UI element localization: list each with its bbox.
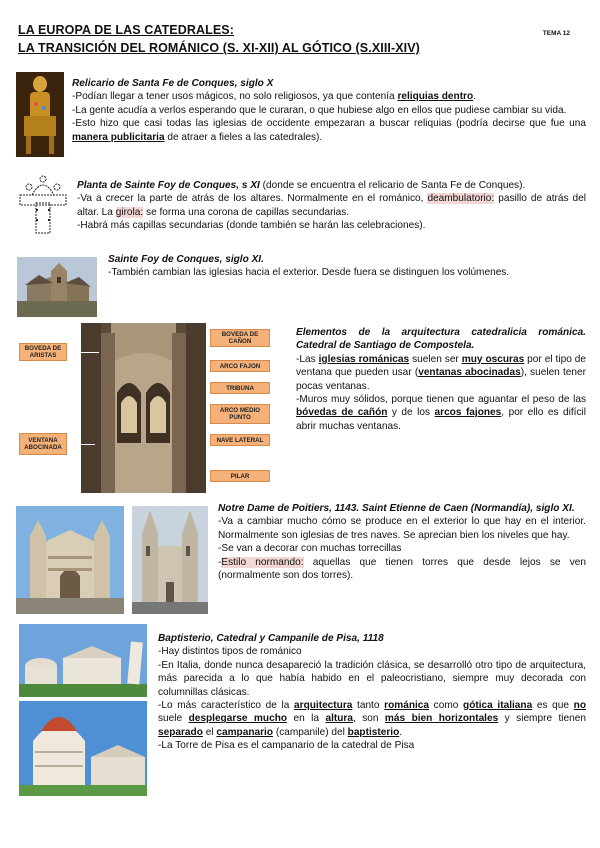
label-arco-fajon: ARCO FAJON bbox=[210, 360, 270, 372]
santiago-line-1: -Las iglesias románicas suelen ser muy oscuras por el tipo de ventana que pueden usar (ventanas abocinadas), suelen tener pocas ventanas. bbox=[296, 353, 586, 392]
pisa-complex-icon bbox=[19, 624, 147, 697]
term-estilo-normando: Estilo normando: bbox=[221, 556, 304, 568]
reliquary-image bbox=[16, 72, 64, 157]
term-iglesias-romanicas: iglesias románicas bbox=[318, 353, 410, 365]
facade-poitiers-icon bbox=[16, 506, 124, 614]
planta-line-1: -Va a crecer la parte de atrás de los altares. Normalmente en el románico, deambulatorio: pasillo de atrás del altar. La girola: se forma una corona de capillas secundarias. bbox=[77, 193, 586, 218]
planta-heading: Planta de Sainte Foy de Conques, s XI (donde se encuentra el relicario de Santa Fe de Conques). bbox=[77, 180, 526, 191]
relicario-line-3: -Esto hizo que casi todas las iglesias de occidente empezaran a buscar reliquias (podría decirse que fue una manera publicitaria de atraer a fieles a las catedrales). bbox=[72, 118, 586, 143]
section-sainte-foy bbox=[108, 253, 586, 280]
church-exterior-icon bbox=[17, 257, 97, 317]
notre-dame-poitiers-image bbox=[16, 506, 124, 614]
santiago-line-2: -Muros muy sólidos, porque tienen que aguantar el peso de las bóvedas de cañón y de los arcos fajones, por ello es difícil abrir muchas ventanas. bbox=[296, 394, 586, 432]
sainte-foy-heading: Sainte Foy de Conques, siglo XI. bbox=[108, 254, 264, 265]
santiago-heading: Elementos de la arquitectura catedralicia románica. Catedral de Santiago de Compostela. bbox=[296, 327, 586, 352]
baptistery-icon bbox=[19, 701, 147, 796]
term-baptisterio: baptisterio bbox=[347, 726, 400, 738]
term-arquitectura: arquitectura bbox=[294, 700, 353, 712]
label-boveda-aristas: BOVEDA DE ARISTAS bbox=[19, 343, 67, 361]
term-reliquias: reliquias dentro bbox=[397, 91, 474, 103]
pisa-line-4: -La Torre de Pisa es el campanario de la catedral de Pisa bbox=[158, 740, 415, 752]
cathedral-nave-icon bbox=[81, 323, 206, 493]
term-campanario: campanario bbox=[216, 726, 274, 738]
facade-caen-icon bbox=[132, 506, 208, 614]
label-arco-medio-punto: ARCO MEDIO PUNTO bbox=[210, 404, 270, 424]
term-no: no bbox=[573, 700, 587, 712]
label-nave-lateral: NAVE LATERAL bbox=[210, 434, 270, 446]
relicario-line-2: -La gente acudía a verlos esperando que le curaran, o que hubiese algo en ellos que pudiese cambiar su vida. bbox=[72, 104, 567, 116]
label-boveda-canon: BOVEDA DE CAÑON bbox=[210, 329, 270, 347]
term-romanica: románica bbox=[384, 700, 430, 712]
section-relicario bbox=[72, 77, 586, 144]
label-tribuna: TRIBUNA bbox=[210, 382, 270, 394]
relicario-line-1: -Podían llegar a tener usos mágicos, no solo religiosos, ya que contenía reliquias dentro. bbox=[72, 91, 476, 103]
term-girola: girola: bbox=[115, 206, 144, 218]
saint-etienne-caen-image bbox=[132, 506, 208, 614]
term-muy-oscuras: muy oscuras bbox=[461, 353, 525, 365]
poitiers-caen-line-3: -Estilo normando: aquellas que tienen torres que desde lejos se ven (normalmente son dos torres). bbox=[218, 556, 586, 582]
section-pisa bbox=[158, 632, 586, 753]
term-gotica-italiana: gótica italiana bbox=[463, 700, 533, 712]
page-title: LA EUROPA DE LAS CATEDRALES: bbox=[18, 23, 234, 37]
sainte-foy-line-1: -También cambian las iglesias hacia el exterior. Desde fuera se distinguen los volúmenes. bbox=[108, 267, 510, 279]
term-arcos-fajones: arcos fajones bbox=[434, 407, 502, 419]
leader-line bbox=[67, 352, 99, 353]
term-desplegarse-mucho: desplegarse mucho bbox=[188, 713, 288, 725]
term-mas-bien-horizontales: más bien horizontales bbox=[384, 713, 499, 725]
pisa-line-3: -Lo más característico de la arquitectura tanto románica como gótica italiana es que no suele desplegarse mucho en la altura, son más bien horizontales y siempre tienen separado el campanario (campanile) del baptisterio. bbox=[158, 700, 587, 738]
pisa-heading: Baptisterio, Catedral y Campanile de Pisa, 1118 bbox=[158, 633, 384, 644]
pisa-line-2: -En Italia, donde nunca desapareció la tradición clásica, se desarrolló otro tipo de arquitectura, más parecida a lo que había habido en el paleocristiano, siempre muy decorada con columnillas clásicas. bbox=[158, 659, 586, 698]
term-manera-publicitaria: manera publicitaria bbox=[72, 131, 165, 143]
tema-badge: TEMA 12 bbox=[542, 30, 570, 37]
section-poitiers-caen bbox=[218, 502, 586, 582]
term-altura: altura bbox=[325, 713, 353, 725]
label-ventana-abocinada: VENTANA ABOCINADA bbox=[19, 433, 67, 455]
poitiers-caen-line-1: -Va a cambiar mucho cómo se produce en el exterior lo que hay en el interior. Normalmente son iglesias de tres naves. Se aprecian bien los niveles que hay. bbox=[218, 516, 586, 541]
leader-line bbox=[67, 444, 95, 445]
floor-plan-image bbox=[17, 173, 69, 235]
term-ventanas-abocinadas: ventanas abocinadas bbox=[418, 367, 521, 379]
pisa-baptistery-image bbox=[19, 701, 147, 796]
section-santiago bbox=[296, 326, 586, 433]
pisa-line-1: -Hay distintos tipos de románico bbox=[158, 646, 302, 658]
santiago-interior-image bbox=[81, 323, 206, 493]
planta-line-2: -Habrá más capillas secundarias (donde también se harán las celebraciones). bbox=[77, 220, 426, 232]
reliquary-figure-icon bbox=[16, 72, 64, 157]
term-deambulatorio: deambulatorio: bbox=[427, 193, 495, 205]
label-pilar: PILAR bbox=[210, 470, 270, 482]
page-subtitle: LA TRANSICIÓN DEL ROMÁNICO (S. XI-XII) AL GÓTICO (S.XIII-XIV) bbox=[18, 41, 420, 55]
term-separado: separado bbox=[158, 726, 203, 738]
section-planta bbox=[77, 179, 586, 233]
relicario-heading: Relicario de Santa Fe de Conques, siglo X bbox=[72, 78, 274, 89]
poitiers-caen-line-2: -Se van a decorar con muchas torrecillas bbox=[218, 543, 402, 555]
sainte-foy-exterior-image bbox=[17, 257, 97, 317]
term-bovedas-canon: bóvedas de cañón bbox=[296, 407, 388, 419]
floor-plan-icon bbox=[17, 173, 69, 235]
pisa-complex-image bbox=[19, 624, 147, 697]
poitiers-caen-heading: Notre Dame de Poitiers, 1143. Saint Etienne de Caen (Normandía), siglo XI. bbox=[218, 503, 575, 514]
